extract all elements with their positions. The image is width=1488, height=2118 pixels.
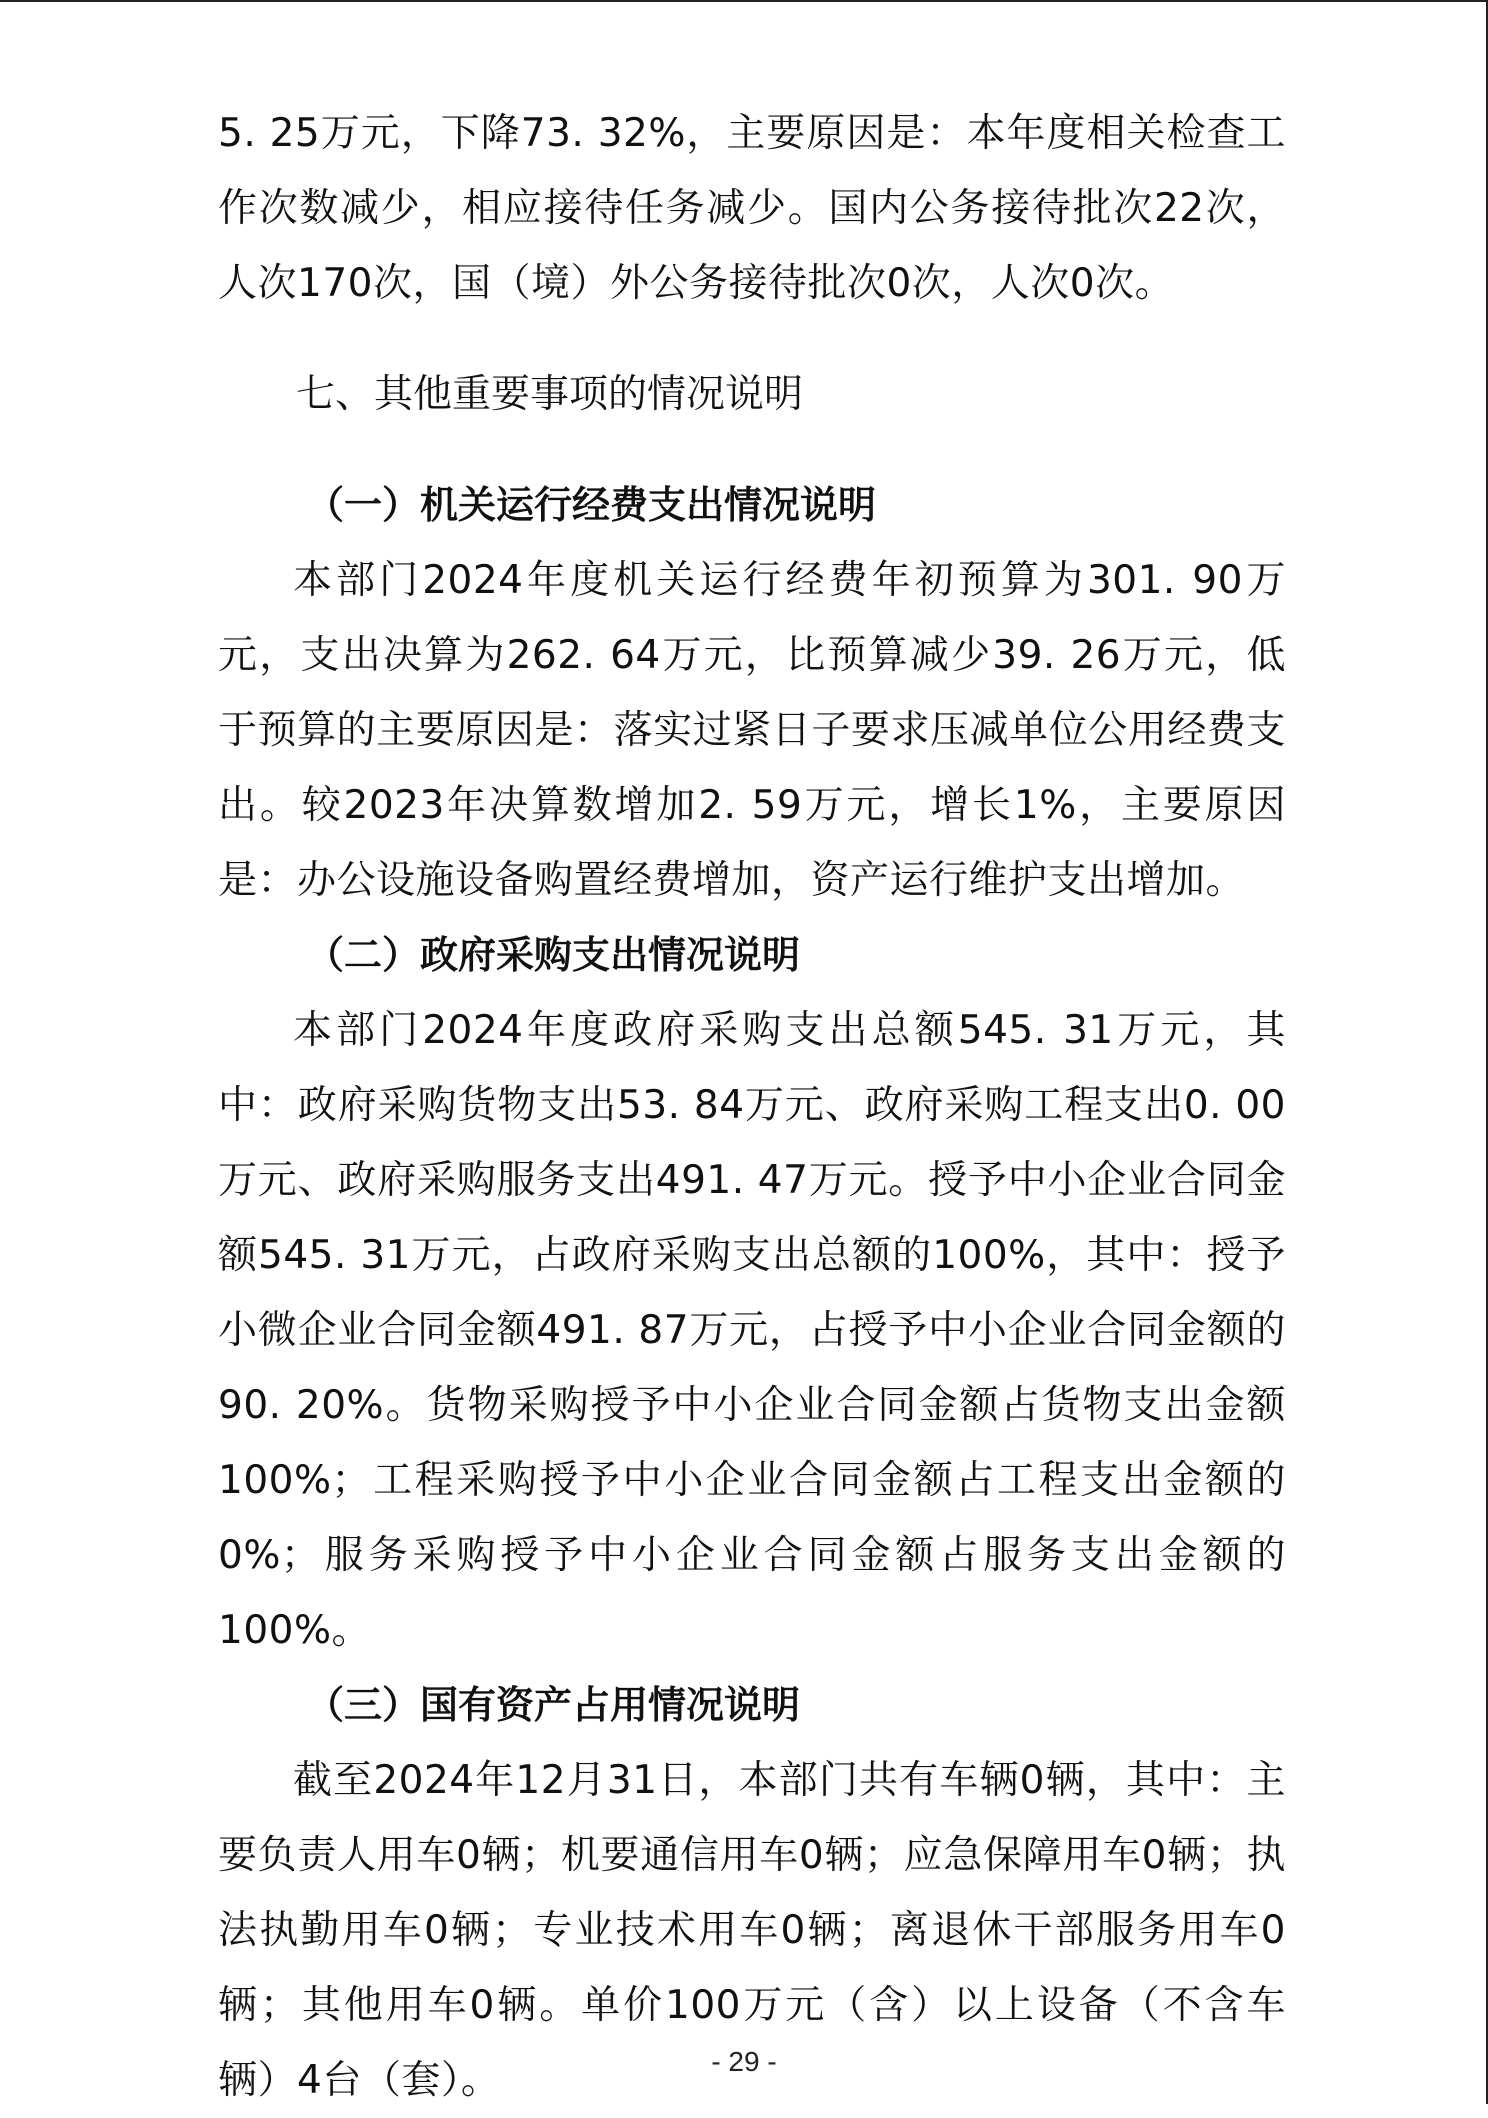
page-number: - 29 -	[711, 2046, 777, 2077]
subheading-government-procurement: （二）政府采购支出情况说明	[306, 933, 801, 977]
paragraph-operating-expenses: 本部门2024年度机关运行经费年初预算为301. 90万元，支出决算为262. 64万元，比预算减少39. 26万元，低于预算的主要原因是：落实过紧日子要求压减单位公用经费支出。较2023年决算数增加2. 59万元，增长1%，主要原因是：办公设施设备购置经费增加，资产运行维护支出增加。	[218, 558, 1286, 903]
paragraph-government-procurement: 本部门2024年度政府采购支出总额545. 31万元，其中：政府采购货物支出53. 84万元、政府采购工程支出0. 00万元、政府采购服务支出491. 47万元。授予中小企业合同金额545. 31万元，占政府采购支出总额的100%，其中：授予小微企业合同金额491. 87万元，占授予中小企业合同金额的90. 20%。货物采购授予中小企业合同金额占货物支出金额100%；工程采购授予中小企业合同金额占工程支出金额的0%；服务采购授予中小企业合同金额占服务支出金额的100%。	[218, 1008, 1286, 1653]
subheading-operating-expenses: （一）机关运行经费支出情况说明	[306, 483, 877, 527]
paragraph-reception-expenses: 5. 25万元，下降73. 32%，主要原因是：本年度相关检查工作次数减少，相应接待任务减少。国内公务接待批次22次，人次170次，国（境）外公务接待批次0次，人次0次。	[218, 111, 1286, 306]
paragraph-state-assets: 截至2024年12月31日，本部门共有车辆0辆，其中：主要负责人用车0辆；机要通信用车0辆；应急保障用车0辆；执法执勤用车0辆；专业技术用车0辆；离退休干部服务用车0辆；其他用车0辆。单价100万元（含）以上设备（不含车辆）4台（套）。	[218, 1758, 1286, 2103]
document-body	[218, 96, 1286, 2118]
subheading-state-assets: （三）国有资产占用情况说明	[306, 1683, 801, 1727]
section-heading-other-matters: 七、其他重要事项的情况说明	[296, 372, 804, 417]
